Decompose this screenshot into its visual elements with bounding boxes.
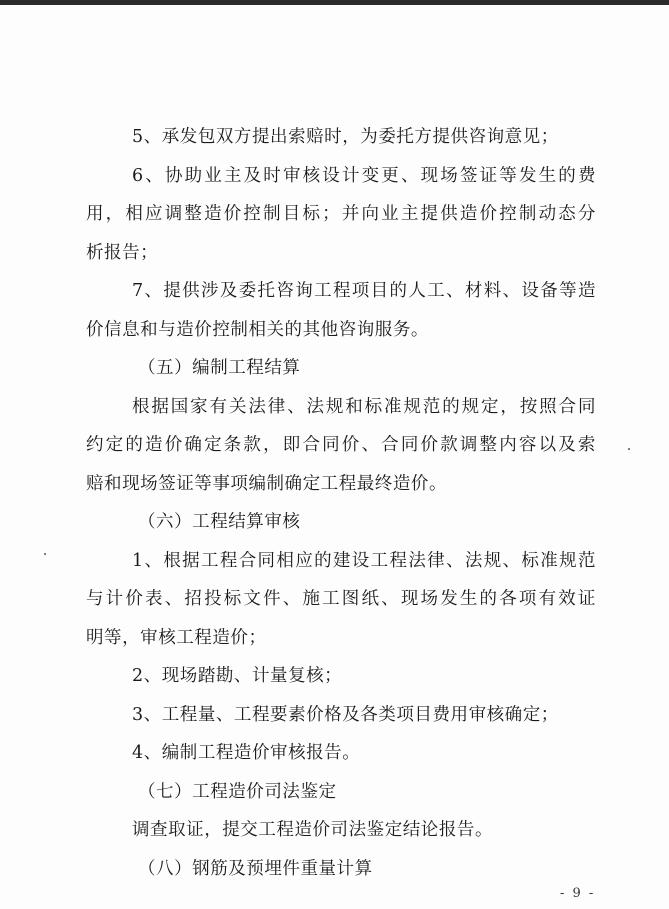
section-7-line-1: 调查取证，提交工程造价司法鉴定结论报告。 <box>132 820 493 840</box>
scan-top-border <box>0 0 669 5</box>
scan-speck <box>44 553 46 555</box>
section-heading-5: （五）编制工程结算 <box>138 358 301 378</box>
section-6-item-3: 3、工程量、工程要素价格及各类项目费用审核确定； <box>132 704 559 725</box>
section-6-item-2: 2、现场踏勘、计量复核； <box>132 666 343 686</box>
section-heading-6: （六）工程结算审核 <box>138 512 301 532</box>
item-5-line-1: 5、承发包双方提出索赔时，为委托方提供咨询意见； <box>132 127 559 147</box>
document-body <box>86 118 596 888</box>
page-number: - 9 - <box>560 886 596 901</box>
item-6-line-2: 用，相应调整造价控制目标；并向业主提供造价控制动态分 <box>86 204 596 224</box>
section-6-item-4: 4、编制工程造价审核报告。 <box>132 743 361 763</box>
item-6-line-3: 析报告； <box>86 242 159 263</box>
section-heading-8: （八）钢筋及预埋件重量计算 <box>138 858 373 879</box>
scan-speck <box>628 448 630 450</box>
section-5-line-2: 约定的造价确定条款，即合同价、合同价款调整内容以及索 <box>86 435 596 455</box>
item-7-line-2: 价信息和与造价控制相关的其他咨询服务。 <box>86 319 429 340</box>
section-heading-7: （七）工程造价司法鉴定 <box>138 781 337 802</box>
section-5-line-3: 赔和现场签证等事项编制确定工程最终造价。 <box>86 473 447 494</box>
section-6-item-1-line-3: 明等，审核工程造价； <box>86 627 267 648</box>
section-5-line-1: 根据国家有关法律、法规和标准规范的规定，按照合同 <box>132 396 596 417</box>
item-6-line-1: 6、协助业主及时审核设计变更、现场签证等发生的费 <box>132 165 596 186</box>
section-6-item-1-line-2: 与计价表、招投标文件、施工图纸、现场发生的各项有效证 <box>86 589 596 609</box>
item-7-line-1: 7、提供涉及委托咨询工程项目的人工、材料、设备等造 <box>132 281 596 301</box>
section-6-item-1-line-1: 1、根据工程合同相应的建设工程法律、法规、标准规范 <box>132 550 596 571</box>
